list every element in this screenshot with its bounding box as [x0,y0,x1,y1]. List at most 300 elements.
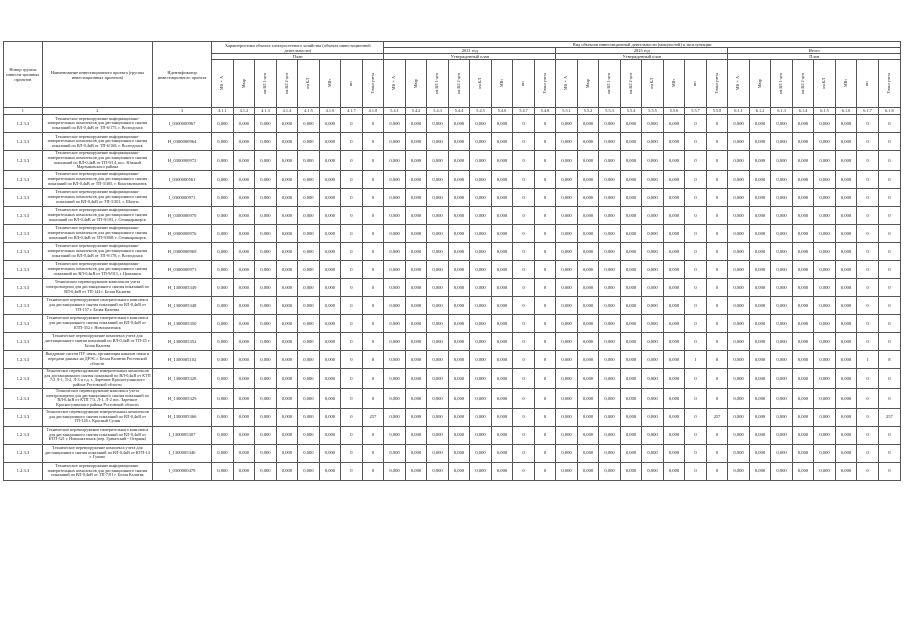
cell-value: 0,000 [491,261,513,279]
cell-value: 0,000 [384,225,406,243]
cell-value: 0 [534,261,556,279]
table-row [4,426,901,444]
cell-value: 0,000 [470,279,492,297]
cell-value: 0 [341,171,363,189]
cell-value: 0,000 [835,315,857,333]
cell-value: 0,000 [212,297,234,315]
subheader-label: км КЛ [477,77,483,89]
table-row [4,388,901,408]
cell-value: 0 [534,279,556,297]
cell-value: 0 [857,369,879,389]
cell-value: 1 [685,351,707,369]
cell-value: 0 [513,351,535,369]
cell-value: 0,000 [814,151,836,171]
table-row [4,462,901,480]
cell-group-number: 1.2.3.3 [4,333,43,351]
cell-value: 0,000 [620,369,642,389]
cell-value: 0,000 [835,388,857,408]
cell-value: 0,000 [212,225,234,243]
cell-value: 0 [341,297,363,315]
cell-value: 0 [362,189,384,207]
cell-value: 0,000 [470,189,492,207]
cell-value: 0,000 [470,261,492,279]
cell-value: 0,000 [405,151,427,171]
column-number: 2 [42,108,152,115]
cell-value: 0 [534,388,556,408]
cell-value: 0 [534,369,556,389]
cell-value: 0,000 [319,333,341,351]
cell-value: 0,000 [599,351,621,369]
cell-value: 0 [685,243,707,261]
cell-value: 0,000 [556,171,578,189]
cell-value: 0,000 [298,171,320,189]
cell-value: 0,000 [255,225,277,243]
cell-value: 0,000 [620,408,642,426]
cell-value: 0,000 [427,426,449,444]
cell-value: 0,000 [276,444,298,462]
cell-value: 0,000 [298,279,320,297]
cell-value: 0,000 [728,462,750,480]
cell-value: 0,000 [749,279,771,297]
cell-project-name: Техническое перевооружение информационно-измерительных комплексов для дистанционного снятия показаний по ВЛ-0,4кВ от ТП-9/103, г. Семикаракорск [42,207,152,225]
column-number: 4.1.4 [276,108,298,115]
cell-value: 0,000 [620,351,642,369]
cell-value: 0,000 [642,225,664,243]
cell-value: 0,000 [448,333,470,351]
subheader-total-7 [857,60,879,108]
column-number: 5.5.7 [685,108,707,115]
cell-value: 0 [878,388,900,408]
subheader-2021-5 [470,60,492,108]
cell-project-id: H_1300005329 [152,388,211,408]
cell-value: 0,000 [792,171,814,189]
cell-value: 0,000 [276,279,298,297]
cell-value: 0,000 [577,243,599,261]
cell-group-number: 1.2.3.3 [4,133,43,151]
column-number: 4.1.3 [255,108,277,115]
cell-value: 0,000 [448,315,470,333]
cell-value: 0,000 [276,207,298,225]
cell-value: 0,000 [491,351,513,369]
subheader-label: Точки учета [713,72,719,94]
cell-value: 0,000 [792,279,814,297]
cell-value: 0,000 [405,297,427,315]
cell-value: 0 [857,333,879,351]
cell-value: 0,000 [255,133,277,151]
subheader-label: Точки учета [886,72,892,94]
cell-value: 0,000 [663,462,685,480]
cell-value: 0 [685,426,707,444]
cell-value: 0,000 [556,115,578,133]
cell-value: 0,000 [298,189,320,207]
cell-value: 0,000 [771,388,793,408]
cell-value: 0 [362,151,384,171]
header-plan-total: План [728,54,901,60]
table-row [4,207,901,225]
cell-value: 0 [685,225,707,243]
cell-value: 0 [878,444,900,462]
cell-value: 0,000 [642,426,664,444]
cell-value: 0,000 [814,297,836,315]
cell-value: 0,000 [814,133,836,151]
cell-value: 0,000 [642,388,664,408]
cell-value: 0,000 [233,207,255,225]
subheader-total-2 [749,60,771,108]
cell-value: 0,000 [276,426,298,444]
cell-value: 0,000 [470,115,492,133]
cell-value: 0,000 [599,171,621,189]
cell-value: 0 [534,426,556,444]
cell-value: 0 [685,297,707,315]
header-year-2023: 2023 год [556,48,728,54]
subheader-total-4 [792,60,814,108]
cell-value: 0 [341,351,363,369]
cell-value: 0,000 [212,115,234,133]
header-year-2021: 2021 год [384,48,556,54]
cell-value: 0,000 [835,243,857,261]
cell-value: 0,000 [577,151,599,171]
cell-value: 0,000 [212,333,234,351]
cell-value: 0,000 [427,297,449,315]
cell-value: 0,000 [728,333,750,351]
cell-value: 0,000 [491,426,513,444]
cell-value: 0,000 [298,207,320,225]
cell-value: 0 [857,279,879,297]
cell-value: 0,000 [319,151,341,171]
cell-value: 0,000 [728,133,750,151]
cell-value: 0,000 [814,462,836,480]
cell-value: 0 [534,171,556,189]
cell-value: 0,000 [491,189,513,207]
subheader-2023-5 [642,60,664,108]
cell-value: 0 [878,369,900,389]
cell-value: 0,000 [405,408,427,426]
table-row [4,333,901,351]
cell-value: 0 [706,444,728,462]
cell-value: 0,000 [663,171,685,189]
column-number: 1 [4,108,43,115]
subheader-label: км ВЛ 2-цеп [455,72,461,94]
subheader-label: Мвар [584,78,590,88]
cell-value: 257 [878,408,900,426]
cell-value: 0,000 [276,297,298,315]
cell-value: 0,000 [556,444,578,462]
cell-value: 0,000 [792,408,814,426]
cell-value: 0,000 [814,171,836,189]
cell-value: 0,000 [384,243,406,261]
cell-group-number: 1.2.3.3 [4,151,43,171]
cell-value: 0,000 [470,315,492,333]
subheader-2021-7 [513,60,535,108]
cell-value: 0,000 [384,115,406,133]
cell-value: 0,000 [556,133,578,151]
column-number: 5.4.2 [405,108,427,115]
cell-value: 0 [685,207,707,225]
table-row [4,243,901,261]
column-number: 6.1.2 [749,108,771,115]
header-total: Итого [728,48,901,54]
cell-value: 0 [534,408,556,426]
cell-value: 0,000 [470,333,492,351]
cell-value: 0,000 [255,315,277,333]
cell-value: 0,000 [448,171,470,189]
cell-value: 0,000 [427,369,449,389]
subheader-label: шт [864,80,870,86]
cell-value: 0,000 [771,133,793,151]
cell-value: 0,000 [255,115,277,133]
column-number: 5.4.1 [384,108,406,115]
cell-value: 0 [362,315,384,333]
cell-value: 0 [857,408,879,426]
cell-value: 0 [685,261,707,279]
cell-value: 0,000 [792,426,814,444]
column-number: 4.1.6 [319,108,341,115]
cell-value: 0 [513,171,535,189]
cell-value: 8 [878,351,900,369]
column-number: 4.1.7 [341,108,363,115]
cell-value: 0 [706,151,728,171]
subheader-label: км ВЛ 1-цеп [434,72,440,94]
cell-value: 0,000 [749,426,771,444]
cell-value: 0,000 [298,444,320,462]
cell-value: 0,000 [556,261,578,279]
cell-value: 0,000 [405,388,427,408]
cell-value: 0,000 [319,133,341,151]
cell-value: 0,000 [405,462,427,480]
cell-value: 0 [685,462,707,480]
cell-value: 257 [362,408,384,426]
cell-value: 0,000 [771,444,793,462]
cell-value: 0 [685,315,707,333]
cell-value: 0,000 [427,225,449,243]
cell-value: 0,000 [749,297,771,315]
cell-value: 0,000 [642,297,664,315]
cell-value: 0 [878,115,900,133]
cell-value: 0,000 [642,261,664,279]
cell-value: 0,000 [319,315,341,333]
cell-value: 0,000 [577,261,599,279]
cell-value: 0,000 [620,388,642,408]
cell-value: 0,000 [599,261,621,279]
cell-value: 0,000 [642,189,664,207]
column-number: 6.1.7 [857,108,879,115]
cell-value: 0,000 [255,151,277,171]
subheader-label: Мвар [412,78,418,88]
cell-value: 0,000 [577,351,599,369]
cell-value: 0,000 [620,444,642,462]
subheader-2023-4 [620,60,642,108]
column-number: 5.4.6 [491,108,513,115]
cell-value: 0,000 [599,133,621,151]
cell-value: 0,000 [835,225,857,243]
cell-group-number: 1.2.3.3 [4,297,43,315]
subheader-label: Точки учета [369,72,375,94]
cell-value: 0,000 [556,189,578,207]
cell-value: 0,000 [233,225,255,243]
cell-value: 0,000 [405,444,427,462]
cell-project-id: I_0300000561 [152,171,211,189]
cell-value: 0,000 [663,351,685,369]
cell-value: 0 [878,279,900,297]
cell-value: 0,000 [599,151,621,171]
cell-value: 0 [513,151,535,171]
cell-value: 0,000 [663,133,685,151]
cell-value: 0 [341,369,363,389]
cell-value: 0 [341,225,363,243]
cell-value: 0,000 [276,315,298,333]
cell-project-name: Техническое перевооружение комплекса учета электроэнергии для дистанционного снятия показаний по ВЛ-0,4кВ от КТП 7/3, Л-1, Л-2 пос. Заречное Красносулинского района Ростовской области [42,388,152,408]
cell-value: 0 [534,115,556,133]
cell-value: 0,000 [298,297,320,315]
cell-value: 0,000 [792,315,814,333]
cell-value: 0,000 [319,279,341,297]
cell-value: 0 [534,462,556,480]
cell-value: 0,000 [319,171,341,189]
cell-value: 0,000 [556,408,578,426]
cell-value: 0,000 [298,369,320,389]
cell-value: 0,000 [771,426,793,444]
cell-value: 0,000 [835,115,857,133]
cell-value: 0,000 [276,225,298,243]
cell-value: 0,000 [384,279,406,297]
cell-value: 0,000 [771,408,793,426]
cell-value: 0 [857,297,879,315]
header-plan: План [212,54,384,60]
cell-value: 0,000 [835,408,857,426]
cell-value: 0,000 [233,115,255,133]
cell-value: 0,000 [663,225,685,243]
cell-value: 0,000 [427,151,449,171]
cell-project-name: Техническое перевооружение информационно-измерительных комплексов для дистанционного снятия показаний по ВЛ-0,4кВ от ТП-9/178, г. Волгодонск [42,243,152,261]
cell-value: 0,000 [771,279,793,297]
subheader-label: МВ×А [735,76,741,91]
subheader-2021-2 [405,60,427,108]
cell-value: 0,000 [663,315,685,333]
cell-value: 0,000 [771,351,793,369]
cell-value: 0,000 [749,444,771,462]
cell-project-name: Техническое перевооружение информационно-измерительных комплексов для дистанционного снятия показаний по ВЛ-0,4кВ от ТП-3/301, г. Шахты [42,189,152,207]
cell-value: 0,000 [835,462,857,480]
cell-value: 0 [685,408,707,426]
cell-value: 0,000 [814,351,836,369]
cell-project-name: Техническое перевооружение комплекса учета для дистанционного снятия показаний по ВЛ-0,4кВ от КТП-14 г. Гуково [42,444,152,462]
cell-value: 0,000 [749,115,771,133]
cell-value: 0,000 [298,243,320,261]
cell-value: 0,000 [749,151,771,171]
cell-value: 0,000 [384,171,406,189]
cell-value: 0,000 [728,171,750,189]
cell-value: 0 [341,426,363,444]
cell-value: 0,000 [276,408,298,426]
cell-value: 0,000 [448,189,470,207]
cell-value: 0,000 [663,369,685,389]
subheader-label: км ВЛ 1-цеп [262,72,268,94]
cell-value: 0,000 [319,444,341,462]
cell-value: 0,000 [749,462,771,480]
subheader-2023-1 [556,60,578,108]
cell-value: 0,000 [212,133,234,151]
cell-value: 0,000 [298,462,320,480]
cell-value: 0,000 [427,261,449,279]
cell-value: 0,000 [427,462,449,480]
cell-value: 0,000 [792,388,814,408]
cell-project-name: Техническое перевооружение измерительного комплекса для дистанционного снятия показаний по ВЛ-0,4кВ от КТП-352 г. Новошахтинск [42,315,152,333]
cell-value: 0,000 [233,279,255,297]
column-number: 5.4.8 [534,108,556,115]
cell-value: 0,000 [448,408,470,426]
cell-value: 0,000 [577,388,599,408]
cell-value: 0,000 [470,369,492,389]
cell-value: 0,000 [771,297,793,315]
cell-value: 0,000 [577,333,599,351]
cell-value: 0,000 [233,171,255,189]
column-number: 6.1.5 [814,108,836,115]
cell-value: 0 [878,151,900,171]
cell-group-number: 1.2.3.3 [4,426,43,444]
header-group: Номер группы инвести-ционных проектов [4,42,43,108]
subheader-label: км ВЛ 1-цеп [778,72,784,94]
cell-value: 0,000 [599,207,621,225]
cell-value: 0,000 [491,369,513,389]
cell-value: 0 [857,462,879,480]
cell-value: 1 [857,351,879,369]
cell-value: 0,000 [470,426,492,444]
cell-value: 0,000 [427,189,449,207]
cell-value: 0 [706,207,728,225]
cell-value: 0,000 [448,133,470,151]
subheader-chars-2 [233,60,255,108]
cell-value: 0 [341,243,363,261]
table-row [4,189,901,207]
cell-value: 0,000 [255,426,277,444]
subheader-label: км КЛ [305,77,311,89]
cell-value: 0,000 [577,115,599,133]
cell-value: 0,000 [749,225,771,243]
cell-value: 0,000 [298,351,320,369]
cell-value: 0,000 [599,297,621,315]
cell-value: 0 [362,261,384,279]
cell-value: 0,000 [427,388,449,408]
cell-value: 0,000 [620,279,642,297]
cell-value: 0 [362,462,384,480]
cell-value: 0,000 [233,333,255,351]
cell-value: 0,000 [577,408,599,426]
cell-value: 0,000 [749,133,771,151]
cell-value: 0,000 [599,225,621,243]
cell-project-id: I_1300005307 [152,426,211,444]
subheader-label: МВт [842,79,848,88]
cell-value: 0 [534,315,556,333]
cell-value: 0 [341,133,363,151]
cell-value: 0,000 [470,408,492,426]
cell-value: 0,000 [620,315,642,333]
cell-group-number: 1.2.3.3 [4,444,43,462]
cell-value: 0,000 [620,333,642,351]
cell-value: 0,000 [835,351,857,369]
cell-value: 0,000 [491,388,513,408]
cell-value: 0,000 [212,171,234,189]
table-row [4,261,901,279]
cell-project-name: Внедрение систем ПУ, связь, организация каналов связи и передачи данных на ДРЭС г. Белая Калитва Ростовской области [42,351,152,369]
cell-value: 0 [534,207,556,225]
subheader-label: шт [520,80,526,86]
cell-value: 0,000 [276,261,298,279]
cell-value: 0,000 [470,243,492,261]
cell-value: 0,000 [384,261,406,279]
cell-value: 0,000 [749,261,771,279]
cell-value: 0,000 [233,315,255,333]
cell-value: 0,000 [814,279,836,297]
